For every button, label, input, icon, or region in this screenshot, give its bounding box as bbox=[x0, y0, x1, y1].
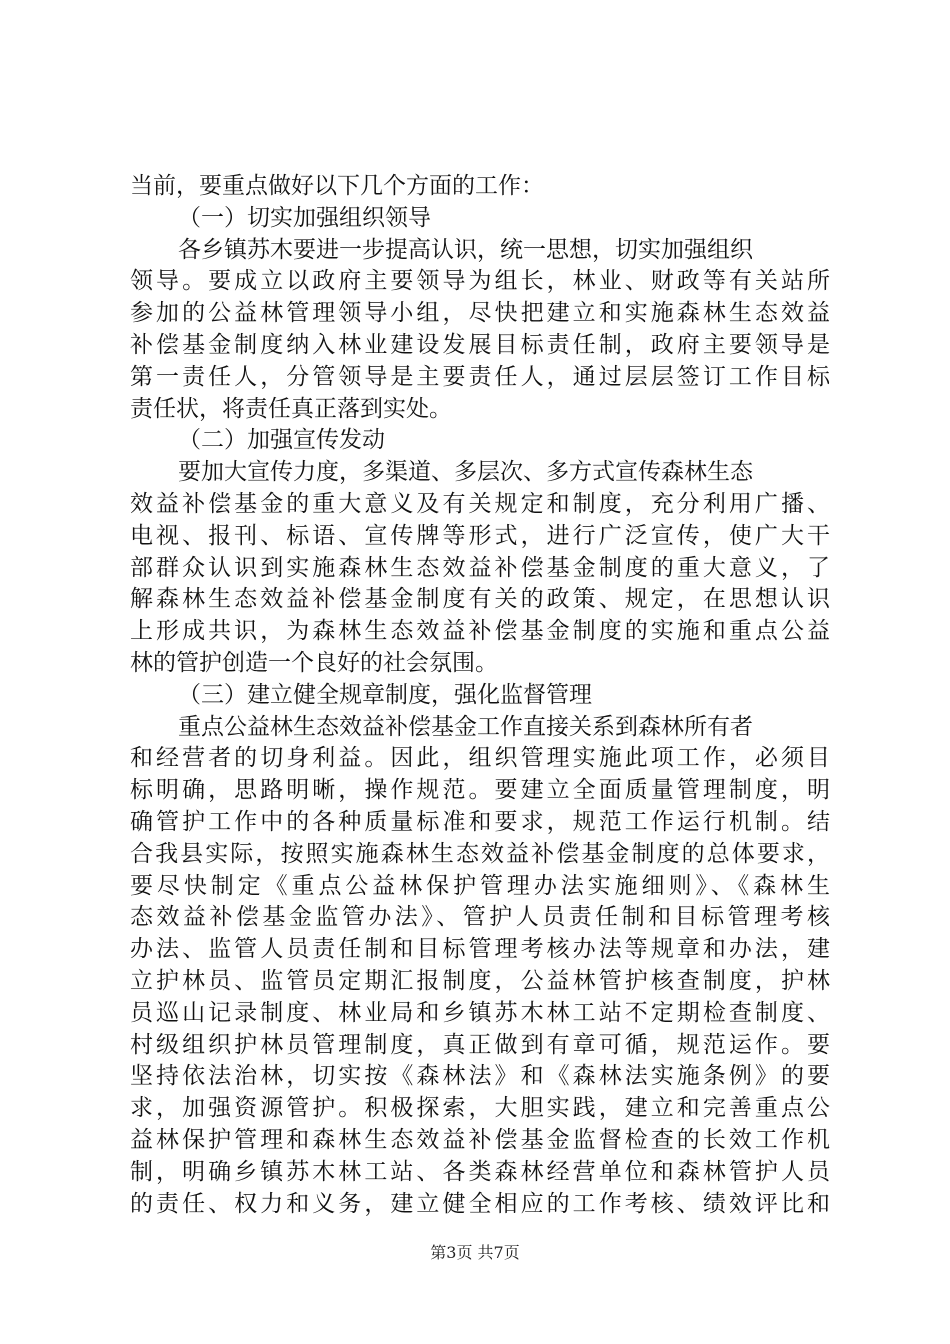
text-line: 求，加强资源管护。积极探索，大胆实践，建立和完善重点公 bbox=[130, 1095, 830, 1122]
text-line: 部群众认识到实施森林生态效益补偿基金制度的重大意义，了 bbox=[130, 554, 830, 581]
text-line: 村级组织护林员管理制度，真正做到有章可循，规范运作。要 bbox=[130, 1031, 830, 1058]
text-line: 责任状，将责任真正落到实处。 bbox=[130, 395, 452, 422]
text-line: 的责任、权力和义务，建立健全相应的工作考核、绩效评比和 bbox=[130, 1190, 830, 1217]
text-line: 员巡山记录制度、林业局和乡镇苏木林工站不定期检查制度、 bbox=[130, 999, 830, 1026]
text-line: 确管护工作中的各种质量标准和要求，规范工作运行机制。结 bbox=[130, 808, 830, 835]
text-line: 补偿基金制度纳入林业建设发展目标责任制，政府主要领导是 bbox=[130, 331, 830, 358]
text-line: 第一责任人，分管领导是主要责任人，通过层层签订工作目标 bbox=[130, 363, 830, 390]
section-heading: （一）切实加强组织领导 bbox=[178, 204, 431, 231]
text-line: 态效益补偿基金监管办法》、管护人员责任制和目标管理考核 bbox=[130, 904, 830, 931]
text-line: 上形成共识，为森林生态效益补偿基金制度的实施和重点公益 bbox=[130, 618, 830, 645]
text-line: 要尽快制定《重点公益林保护管理办法实施细则》、《森林生 bbox=[130, 872, 830, 899]
text-line: 立护林员、监管员定期汇报制度，公益林管护核查制度，护林 bbox=[130, 967, 830, 994]
text-line: 要加大宣传力度，多渠道、多层次、多方式宣传森林生态 bbox=[178, 459, 753, 486]
text-line: 电视、报刊、标语、宣传牌等形式，进行广泛宣传，使广大干 bbox=[130, 522, 830, 549]
text-line: 合我县实际，按照实施森林生态效益补偿基金制度的总体要求， bbox=[130, 840, 830, 867]
text-line: 参加的公益林管理领导小组，尽快把建立和实施森林生态效益 bbox=[130, 300, 830, 327]
text-line: 效益补偿基金的重大意义及有关规定和制度，充分利用广播、 bbox=[130, 490, 830, 517]
text-line: 和经营者的切身利益。因此，组织管理实施此项工作，必须目 bbox=[130, 745, 830, 772]
text-line: 各乡镇苏木要进一步提高认识，统一思想，切实加强组织 bbox=[178, 236, 753, 263]
text-line: 制，明确乡镇苏木林工站、各类森林经营单位和森林管护人员 bbox=[130, 1158, 830, 1185]
text-line: 领导。要成立以政府主要领导为组长，林业、财政等有关站所 bbox=[130, 268, 830, 295]
text-line: 重点公益林生态效益补偿基金工作直接关系到森林所有者 bbox=[178, 713, 753, 740]
page-footer: 第3页 共7页 bbox=[430, 1243, 520, 1262]
text-line: 解森林生态效益补偿基金制度有关的政策、规定，在思想认识 bbox=[130, 586, 830, 613]
text-line: 标明确，思路明晰，操作规范。要建立全面质量管理制度，明 bbox=[130, 777, 830, 804]
text-line: 办法、监管人员责任制和目标管理考核办法等规章和办法，建 bbox=[130, 936, 830, 963]
section-heading: （三）建立健全规章制度，强化监督管理 bbox=[178, 681, 592, 708]
section-heading: （二）加强宣传发动 bbox=[178, 427, 385, 454]
document-body bbox=[130, 171, 830, 1220]
text-line: 益林保护管理和森林生态效益补偿基金监督检查的长效工作机 bbox=[130, 1126, 830, 1153]
text-line: 当前，要重点做好以下几个方面的工作： bbox=[130, 173, 544, 199]
text-line: 坚持依法治林，切实按《森林法》和《森林法实施条例》的要 bbox=[130, 1063, 830, 1090]
text-line: 林的管护创造一个良好的社会氛围。 bbox=[130, 649, 498, 676]
